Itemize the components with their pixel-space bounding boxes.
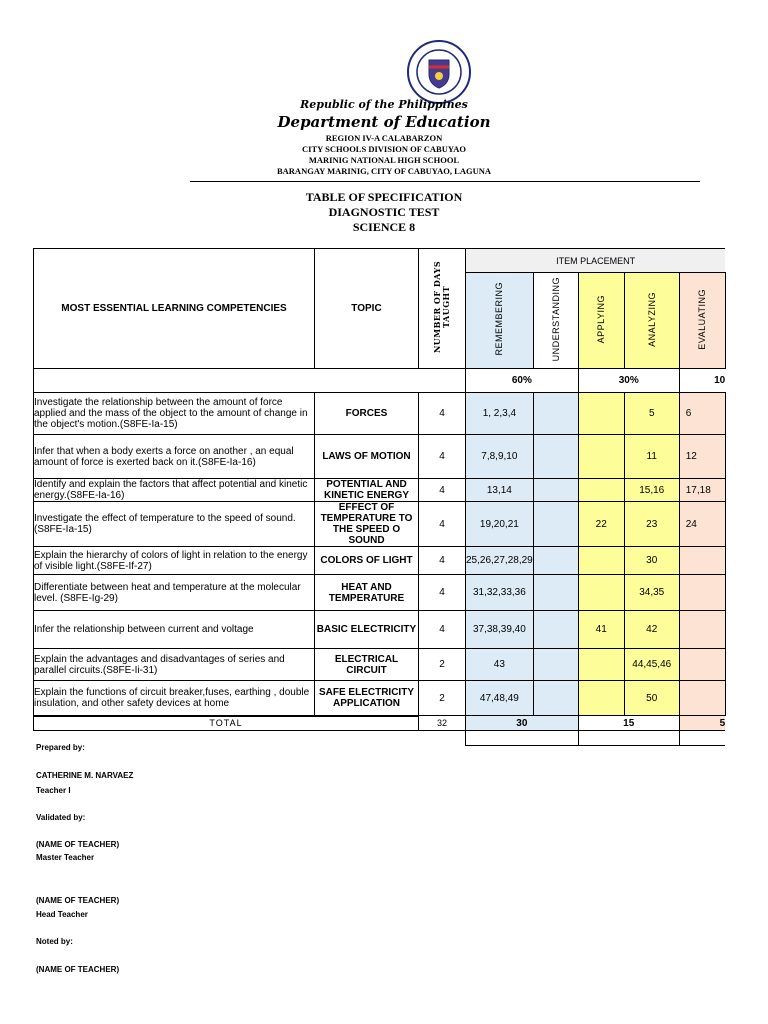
table-row: Investigate the relationship between the amount of force applied and the mass of the object to the amount of change in the object's motion.(S8FE-Ia-15) FORCES 4 1, 2,3,4 5 6 [34,393,726,435]
division-line: CITY SCHOOLS DIVISION OF CABUYAO [302,144,466,154]
total-days: 32 [419,716,466,731]
table-row: Differentiate between heat and temperature at the molecular level. (S8FE-Ig-29) HEAT AND TEMPERATURE 4 31,32,33,36 34,35 [34,575,726,611]
percent-difficult: 10 [679,369,725,393]
table-row: Investigate the effect of temperature to the speed of sound.(S8FE-Ia-15) EFFECT OF TEMPERATURE TO THE SPEED O SOUND 4 19,20,21 22 23 24 [34,502,726,547]
table-row: Infer that when a body exerts a force on another , an equal amount of force is exerted back on it.(S8FE-Ia-16) LAWS OF MOTION 4 7,8,9,10 11 12 [34,435,726,479]
header-understanding: UNDERSTANDING [533,273,578,369]
total-average: 15 [578,716,679,731]
percent-row-spacer [34,369,466,393]
validator-name: (NAME OF TEACHER) [36,840,120,849]
head-teacher-title: Head Teacher [36,910,88,919]
head-teacher-name: (NAME OF TEACHER) [36,896,120,905]
header-days: NUMBER OF DAYS TAUGHT [419,249,466,369]
doc-title: TABLE OF SPECIFICATION [305,190,463,204]
validator-title: Master Teacher [36,853,95,862]
header-divider [190,181,700,182]
republic-line: Republic of the Philippines [300,98,468,111]
total-row [34,716,726,731]
header-evaluating: EVALUATING [679,273,725,369]
percent-average: 30% [578,369,679,393]
header-item-placement: ITEM PLACEMENT [466,249,726,273]
total-easy: 30 [466,716,579,731]
noter-name: (NAME OF TEACHER) [36,965,120,974]
preparer-name: CATHERINE M. NARVAEZ [36,771,134,780]
region-line: REGION IV-A CALABARZON [325,133,443,143]
total-difficult: 5 [679,716,725,731]
table-row: Identify and explain the factors that affect potential and kinetic energy.(S8FE-Ia-16) POTENTIAL AND KINETIC ENERGY 4 13,14 15,16 17,18 [34,479,726,502]
doc-subtitle: DIAGNOSTIC TEST [328,205,440,219]
percent-easy: 60% [466,369,579,393]
deped-seal-logo [407,40,471,104]
header-remembering: REMEMBERING [466,273,534,369]
noted-by-label: Noted by: [36,937,73,946]
department-name: Department of Education [277,113,491,131]
header-applying: APPLYING [578,273,624,369]
specification-table [33,248,726,746]
validated-by-label: Validated by: [36,813,86,822]
doc-subject: SCIENCE 8 [352,220,416,234]
school-line: MARINIG NATIONAL HIGH SCHOOL [308,155,460,165]
header-competency: MOST ESSENTIAL LEARNING COMPETENCIES [34,249,315,369]
table-row: Explain the advantages and disadvantages of series and parallel circuits.(S8FE-Ii-31) ELECTRICAL CIRCUIT 2 43 44,45,46 [34,649,726,681]
table-row: Explain the hierarchy of colors of light in relation to the energy of visible light.(S8FE-If-27) COLORS OF LIGHT 4 25,26,27,28,29 30 [34,547,726,575]
prepared-by-label: Prepared by: [36,743,85,752]
table-row: Explain the functions of circuit breaker,fuses, earthing , double insulation, and other safety devices at home SAFE ELECTRICITY APPLICATION 2 47,48,49 50 [34,681,726,716]
address-line: BARANGAY MARINIG, CITY OF CABUYAO, LAGUNA [276,166,491,176]
header-topic: TOPIC [315,249,419,369]
header-analyzing: ANALYZING [624,273,679,369]
total-label: TOTAL [34,716,419,731]
table-row: Infer the relationship between current and voltage BASIC ELECTRICITY 4 37,38,39,40 41 42 [34,611,726,649]
preparer-title: Teacher I [36,786,71,795]
